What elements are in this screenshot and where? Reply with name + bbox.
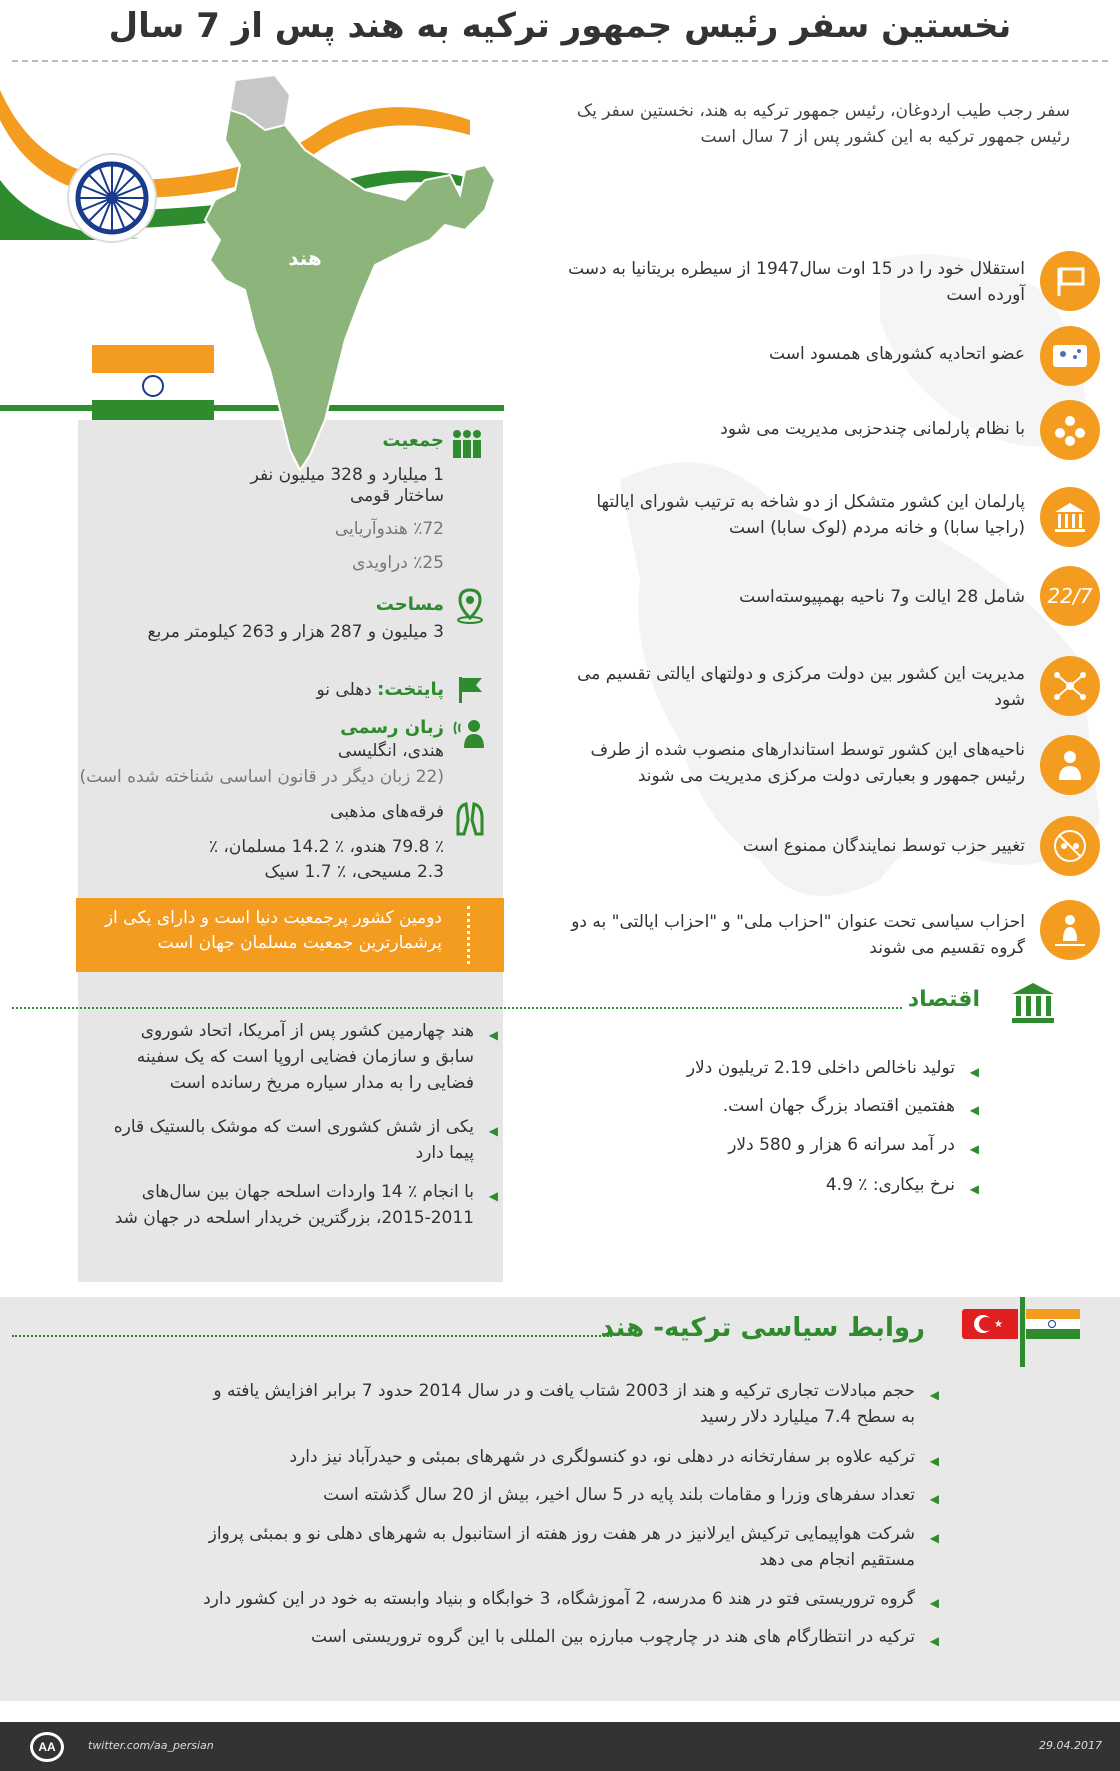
capital-flag-icon [456, 675, 486, 705]
area-value: 3 میلیون و 287 هزار و 263 کیلومتر مربع [147, 622, 444, 642]
capital-line [144, 677, 444, 703]
fact-1: استقلال خود را در 15 اوت سال1947 از سیطره بریتانیا به دست آورده است [568, 259, 1025, 305]
economy-divider [12, 1007, 902, 1009]
relations-item-3: ◀ تعداد سفرهای وزرا و مقامات بلند پایه در 5 سال اخیر، بیش از 20 سال گذشته است [195, 1482, 915, 1508]
economy-item-4: ◀ نرخ بیکاری: ٪ 4.9 [555, 1172, 955, 1198]
no-switch-icon [1040, 816, 1100, 876]
relations-item-2: ◀ ترکیه علاوه بر سفارتخانه در دهلی نو، دو کنسولگری در شهرهای بمبئی و حیدرآباد نیز دارد [195, 1444, 915, 1470]
india-map [195, 70, 545, 490]
relations-item-1: ◀ حجم مبادلات تجاری ترکیه و هند از 2003 شتاب یافت و در سال 2014 حدود 7 برابر افزایش یافته و به سطح 7.4 میلیارد دلار رسید [195, 1378, 915, 1430]
note-dashes [467, 906, 470, 964]
relations-heading: روابط سیاسی ترکیه- هند [600, 1313, 925, 1343]
aa-logo-text: AA [38, 1740, 56, 1754]
left-bullet-1: ◀ هند چهارمین کشور پس از آمریکا، اتحاد شوروی سابق و سازمان فضایی اروپا است که یک سفینه فضایی را به مدار سیاره مریخ رسانده است [104, 1018, 474, 1096]
turkey-flag: ★ [962, 1309, 1018, 1339]
economy-item-3: ◀ در آمد سرانه 6 هزار و 580 دلار [555, 1132, 955, 1158]
fact-9: احزاب سیاسی تحت عنوان "احزاب ملی" و "احزاب ایالتی" به دو گروه تقسیم می شوند [571, 912, 1025, 958]
network-icon [1040, 656, 1100, 716]
left-bullet-3: ◀ با انجام ٪ 14 واردات اسلحه جهان بین سال‌های 2011-2015، بزرگترین خریدار اسلحه در جهان شد [104, 1179, 474, 1231]
bank-icon [1008, 980, 1058, 1024]
aa-logo [30, 1732, 64, 1762]
left-bullet-2: ◀ یکی از شش کشوری است که موشک بالستیک قاره پیما دارد [104, 1114, 474, 1166]
fraction-icon [1040, 566, 1100, 626]
population-icon [450, 427, 484, 461]
twitter-handle[interactable]: twitter.com/aa_persian [88, 1739, 214, 1752]
relations-item-4: ◀ شرکت هواپیمایی ترکیش ایرلانیز در هر هفت روز هفته از استانبول به شهرهای دهلی نو و بمبئی پرواز مستقیم انجام می دهد [195, 1521, 915, 1573]
area-heading: مساحت [375, 594, 444, 615]
parliament-icon [1040, 487, 1100, 547]
location-pin-icon [454, 588, 486, 624]
page-title: نخستین سفر رئیس جمهور ترکیه به هند پس از 7 سال [108, 6, 1012, 46]
economy-item-2: ◀ هفتمین اقتصاد بزرگ جهان است. [555, 1093, 955, 1119]
fact-5: شامل 28 ایالت و7 ناحیه بهمپیوسته‌است [739, 587, 1025, 607]
parties-icon [1040, 900, 1100, 960]
governor-icon [1040, 735, 1100, 795]
fraction-badge: 22/7 [1047, 584, 1093, 608]
language-value: هندی، انگلیسی [337, 741, 444, 761]
population-heading: جمعیت [382, 430, 444, 451]
fact-4: پارلمان این کشور متشکل از دو شاخه به ترتیب شورای ایالتها (راجیا سابا) و خانه مردم (لوک سابا) است [596, 492, 1025, 538]
population-value: 1 میلیارد و 328 میلیون نفر [250, 465, 444, 485]
fact-8: تغییر حزب توسط نمایندگان ممنوع است [742, 836, 1025, 856]
fact-6: مدیریت این کشور بین دولت مرکزی و دولتهای ایالتی تقسیم می شود [577, 664, 1025, 710]
economy-heading: اقتصاد [907, 987, 980, 1012]
ethnic-2: ٪25 دراویدی [352, 553, 444, 573]
world-map-icon [1040, 326, 1100, 386]
economy-item-1: ◀ تولید ناخالص داخلی 2.19 تریلیون دلار [555, 1055, 955, 1081]
fact-7: ناحیه‌های این کشور توسط استاندارهای منصوب شده از طرف رئیس جمهور و بعبارتی دولت مرکزی مدیریت می شوند [590, 740, 1025, 786]
language-icon [452, 716, 488, 750]
capital-heading: پایتخت: [377, 679, 444, 700]
capital-value: دهلی نو [316, 680, 372, 700]
fact-2: عضو اتحادیه کشورهای همسود است [769, 344, 1025, 364]
fact-3: با نظام پارلمانی چندحزبی مدیریت می شود [720, 419, 1025, 439]
ethnic-heading: ساختار قومی [349, 486, 444, 506]
flag-icon [1040, 251, 1100, 311]
language-heading: زبان رسمی [340, 717, 444, 738]
relations-item-6: ◀ ترکیه در انتظارگام های هند در چارچوب مبارزه بین المللی با این گروه تروریستی است [195, 1624, 915, 1650]
relations-item-5: ◀ گروه تروریستی فتو در هند 6 مدرسه، 2 آموزشگاه، 3 خوابگاه و بنیاد وابسته به خود در این کشور دارد [195, 1586, 915, 1612]
footer [0, 1722, 1120, 1771]
flag-pole [1020, 1297, 1025, 1367]
note-box [76, 898, 504, 972]
religion-line1: ٪ 79.8 هندو، ٪ 14.2 مسلمان، ٪ [208, 837, 444, 857]
note-text: دومین کشور پرجمعیت دنیا است و دارای یکی از پرشمارترین جمعیت مسلمان جهان است [104, 908, 442, 953]
people-group-icon [1040, 400, 1100, 460]
religion-line2: 2.3 مسیحی، ٪ 1.7 سیک [264, 862, 444, 882]
india-small-flag [1026, 1309, 1080, 1339]
religion-heading: فرقه‌های مذهبی [330, 802, 444, 822]
title-divider [12, 60, 1108, 62]
language-note: (22 زبان دیگر در قانون اساسی شناخته شده است) [79, 767, 444, 787]
relations-divider [12, 1335, 612, 1337]
religion-icon [454, 800, 486, 836]
publish-date: 29.04.2017 [1039, 1739, 1102, 1752]
intro-text: سفر رجب طیب اردوغان، رئیس جمهور ترکیه به هند، نخستین سفر یک رئیس جمهور ترکیه به این کشور پس از 7 سال است [576, 101, 1070, 147]
ethnic-1: ٪72 هندوآریایی [334, 519, 444, 539]
map-label: هند [288, 246, 322, 270]
ashoka-chakra-icon [66, 152, 158, 244]
